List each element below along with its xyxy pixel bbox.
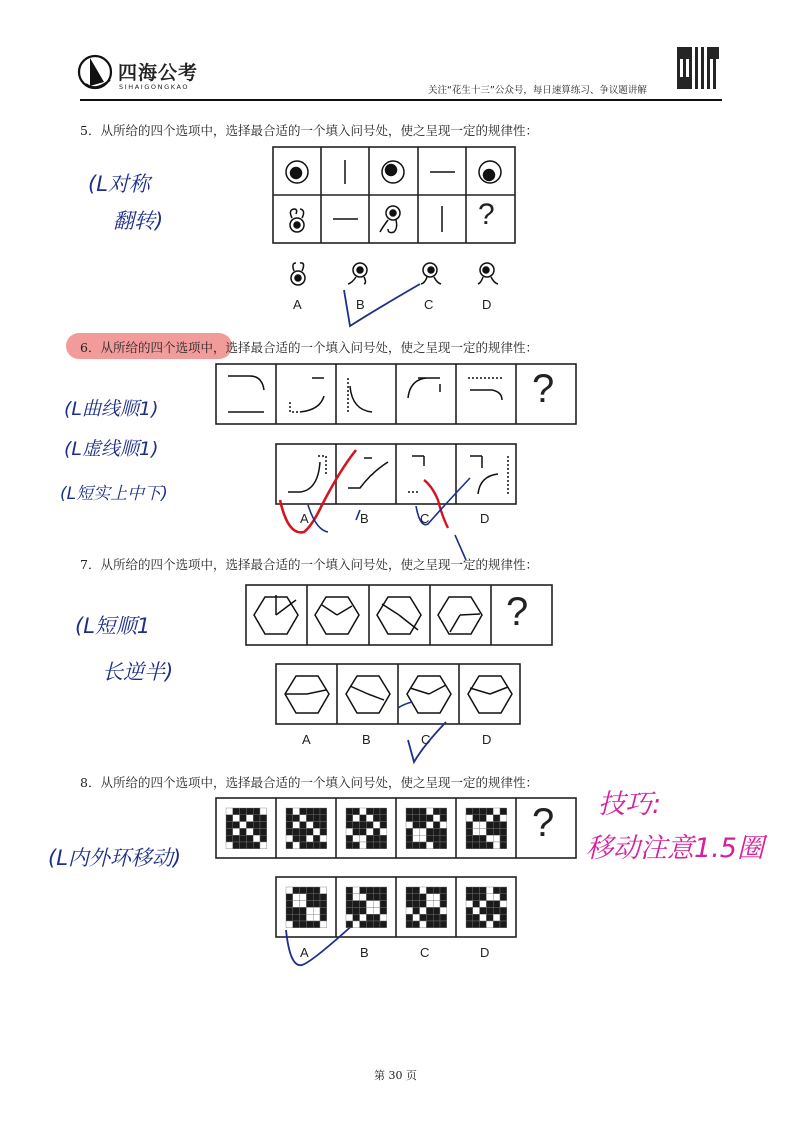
q7-option-a[interactable]: A [302, 732, 311, 747]
q5-option-c[interactable]: C [424, 297, 434, 312]
q6-annotation-line3: (L短实上中下) [60, 484, 168, 504]
qr-code-icon [677, 47, 719, 89]
q5-annotation-line1: (L对称 [88, 172, 150, 196]
q6-annotation-line2: (L虚线顺1) [64, 438, 159, 460]
q5-option-d[interactable]: D [482, 297, 492, 312]
header-rule [80, 99, 722, 101]
grid-pattern [346, 808, 387, 849]
q5-option-a[interactable]: A [293, 297, 302, 312]
q6-option-a[interactable]: A [300, 511, 309, 526]
q7-annotation-line2: 长逆半) [102, 660, 174, 684]
question-6-text: 6．从所给的四个选项中，选择最合适的一个填入问号处，使之呈现一定的规律性： [80, 340, 538, 355]
q7-option-c[interactable]: C [421, 732, 431, 747]
grid-pattern [346, 887, 387, 928]
q5-option-b[interactable]: B [356, 297, 365, 312]
q6-option-d[interactable]: D [480, 511, 490, 526]
question-7-question-mark: ? [506, 590, 529, 634]
question-6-question-mark: ? [532, 367, 555, 411]
grid-pattern [466, 808, 507, 849]
q6-option-b[interactable]: B [360, 511, 369, 526]
logo-subtitle: SIHAIGONGKAO [119, 83, 190, 91]
question-8-question-mark: ? [532, 801, 555, 845]
grid-pattern [226, 808, 267, 849]
grid-pattern [466, 887, 507, 928]
grid-pattern [286, 808, 327, 849]
q8-option-b[interactable]: B [360, 945, 369, 960]
q7-option-d[interactable]: D [482, 732, 492, 747]
q8-option-d[interactable]: D [480, 945, 490, 960]
q6-option-c[interactable]: C [420, 511, 430, 526]
eye-figure [286, 160, 501, 233]
header-slogan: 关注“花生十三”公众号，每日速算练习、争议题讲解 [428, 85, 647, 96]
q8-annotation: (L内外环移动) [48, 846, 182, 870]
question-5-question-mark: ? [478, 198, 495, 231]
q8-option-a[interactable]: A [300, 945, 309, 960]
q6-annotation-line1: (L曲线顺1) [64, 398, 159, 420]
q8-tip-line2: 移动注意1.5圈 [586, 833, 764, 864]
grid-pattern [406, 887, 447, 928]
page-number: 第 30 页 [374, 1069, 417, 1082]
grid-pattern [406, 808, 447, 849]
q5-annotation-line2: 翻转) [113, 209, 164, 233]
logo-text: 四海公考 [118, 62, 199, 84]
question-5-text: 5．从所给的四个选项中，选择最合适的一个填入问号处，使之呈现一定的规律性： [80, 123, 538, 138]
question-7-text: 7．从所给的四个选项中，选择最合适的一个填入问号处，使之呈现一定的规律性： [80, 557, 538, 572]
q8-tip-line1: 技巧: [598, 789, 662, 820]
question-8-text: 8．从所给的四个选项中，选择最合适的一个填入问号处，使之呈现一定的规律性： [80, 775, 538, 790]
q7-annotation-line1: (L短顺1 [75, 614, 151, 638]
grid-pattern [286, 887, 327, 928]
q7-option-b[interactable]: B [362, 732, 371, 747]
q8-option-c[interactable]: C [420, 945, 430, 960]
